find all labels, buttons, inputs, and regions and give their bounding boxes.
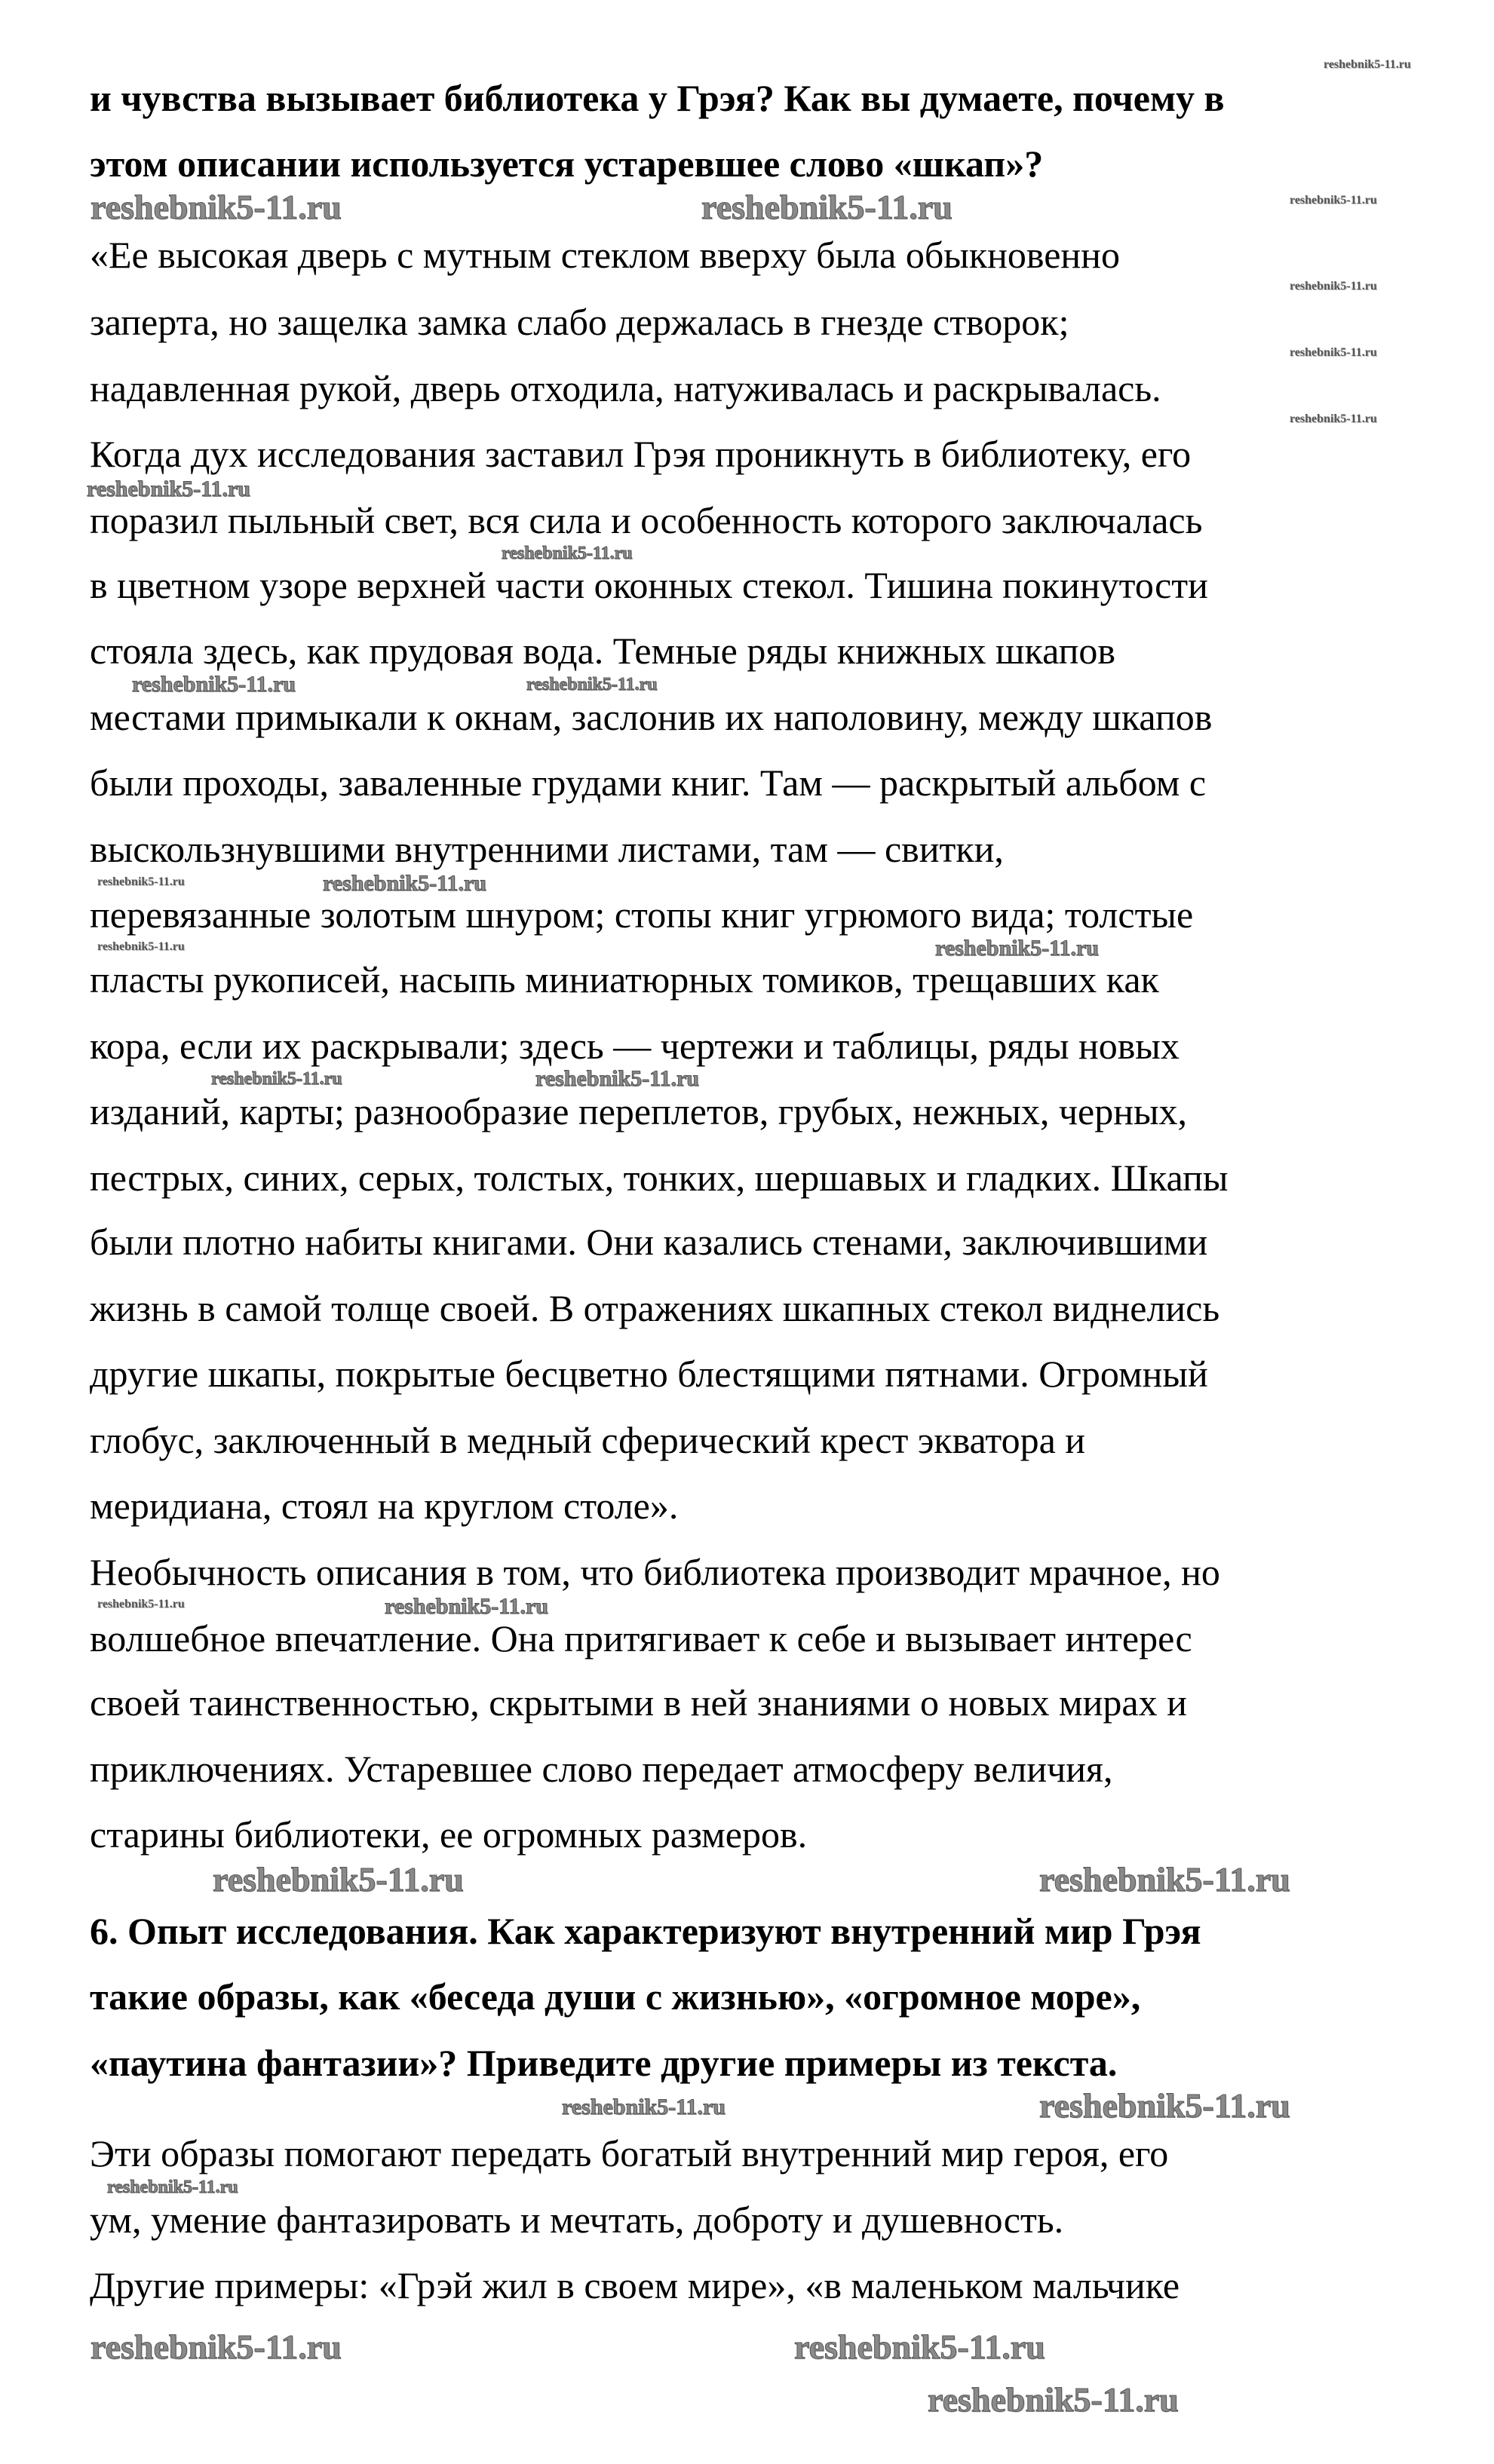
watermark: reshebnik5-11.ru	[928, 2380, 1179, 2419]
watermark: reshebnik5-11.ru	[97, 875, 185, 888]
watermark: reshebnik5-11.ru	[1039, 2086, 1290, 2125]
watermark: reshebnik5-11.ru	[1290, 194, 1377, 207]
watermark: reshebnik5-11.ru	[701, 188, 953, 226]
watermark: reshebnik5-11.ru	[211, 1069, 342, 1089]
quote-line: стояла здесь, как прудовая вода. Темные ряды книжных шкапов	[90, 630, 1115, 672]
quote-line: были плотно набиты книгами. Они казались стенами, заключившими	[90, 1221, 1208, 1263]
watermark: reshebnik5-11.ru	[1290, 280, 1377, 293]
quote-line: местами примыкали к окнам, заслонив их наполовину, между шкапов	[90, 696, 1213, 738]
watermark: reshebnik5-11.ru	[97, 1598, 185, 1610]
watermark: reshebnik5-11.ru	[323, 871, 486, 896]
quote-line: поразил пыльный свет, вся сила и особенность которого заключалась	[90, 499, 1203, 541]
answer-5-line: старины библиотеки, ее огромных размеров.	[90, 1813, 808, 1856]
quote-line: другие шкапы, покрытые бесцветно блестящими пятнами. Огромный	[90, 1353, 1208, 1395]
watermark: reshebnik5-11.ru	[385, 1594, 548, 1619]
quote-line: заперта, но защелка замка слабо держалась в гнезде створок;	[90, 301, 1069, 343]
watermark: reshebnik5-11.ru	[87, 477, 250, 501]
answer-5-line: приключениях. Устаревшее слово передает атмосферу величия,	[90, 1748, 1113, 1790]
question-6-line: 6. Опыт исследования. Как характеризуют внутренний мир Грэя	[90, 1910, 1201, 1952]
watermark: reshebnik5-11.ru	[107, 2177, 238, 2197]
quote-line: пласты рукописей, насыпь миниатюрных томиков, трещавших как	[90, 958, 1159, 1001]
watermark: reshebnik5-11.ru	[1290, 346, 1377, 359]
quote-line: были проходы, заваленные грудами книг. Там — раскрытый альбом с	[90, 762, 1207, 804]
watermark: reshebnik5-11.ru	[90, 2328, 342, 2366]
question-5-line: и чувства вызывает библиотека у Грэя? Как вы думаете, почему в	[90, 77, 1225, 119]
watermark: reshebnik5-11.ru	[132, 672, 296, 697]
watermark: reshebnik5-11.ru	[213, 1860, 464, 1899]
quote-line: кора, если их раскрывали; здесь — чертежи и таблицы, ряды новых	[90, 1025, 1180, 1067]
watermark: reshebnik5-11.ru	[562, 2095, 726, 2119]
question-6-line: «паутина фантазии»? Приведите другие примеры из текста.	[90, 2042, 1118, 2084]
watermark: reshebnik5-11.ru	[794, 2328, 1045, 2366]
quote-line: пестрых, синих, серых, толстых, тонких, шершавых и гладких. Шкапы	[90, 1157, 1229, 1199]
watermark: reshebnik5-11.ru	[97, 940, 185, 953]
watermark: reshebnik5-11.ru	[535, 1066, 699, 1091]
watermark: reshebnik5-11.ru	[1290, 412, 1377, 425]
answer-5-line: своей таинственностью, скрытыми в ней знаниями о новых мирах и	[90, 1681, 1187, 1724]
answer-6-line: ум, умение фантазировать и мечтать, доброту и душевность.	[90, 2199, 1064, 2241]
answer-6-line: Эти образы помогают передать богатый внутренний мир героя, его	[90, 2132, 1169, 2174]
quote-line: «Ее высокая дверь с мутным стеклом вверху была обыкновенно	[90, 234, 1120, 276]
quote-line: Когда дух исследования заставил Грэя проникнуть в библиотеку, его	[90, 433, 1192, 475]
watermark: reshebnik5-11.ru	[90, 188, 342, 226]
watermark: reshebnik5-11.ru	[1324, 58, 1411, 71]
watermark: reshebnik5-11.ru	[935, 936, 1099, 961]
answer-5-line: волшебное впечатление. Она притягивает к себе и вызывает интерес	[90, 1617, 1192, 1660]
answer-5-line: Необычность описания в том, что библиотека производит мрачное, но	[90, 1551, 1220, 1593]
quote-line: выскользнувшими внутренними листами, там — свитки,	[90, 828, 1004, 870]
quote-line: меридиана, стоял на круглом столе».	[90, 1485, 679, 1527]
quote-line: надавленная рукой, дверь отходила, натуживалась и раскрывалась.	[90, 367, 1161, 409]
quote-line: изданий, карты; разнообразие переплетов, грубых, нежных, черных,	[90, 1090, 1188, 1132]
quote-line: в цветном узоре верхней части оконных стекол. Тишина покинутости	[90, 564, 1208, 606]
question-6-line: такие образы, как «беседа души с жизнью», «огромное море»,	[90, 1975, 1141, 2018]
watermark: reshebnik5-11.ru	[502, 544, 633, 563]
answer-6-line: Другие примеры: «Грэй жил в своем мире», «в маленьком мальчике	[90, 2264, 1180, 2306]
quote-line: жизнь в самой толще своей. В отражениях шкапных стекол виднелись	[90, 1287, 1220, 1329]
quote-line: перевязанные золотым шнуром; стопы книг угрюмого вида; толстые	[90, 893, 1194, 936]
watermark: reshebnik5-11.ru	[526, 675, 658, 694]
watermark: reshebnik5-11.ru	[1039, 1860, 1290, 1899]
question-5-line: этом описании используется устаревшее слово «шкап»?	[90, 143, 1044, 185]
quote-line: глобус, заключенный в медный сферический крест экватора и	[90, 1419, 1086, 1461]
